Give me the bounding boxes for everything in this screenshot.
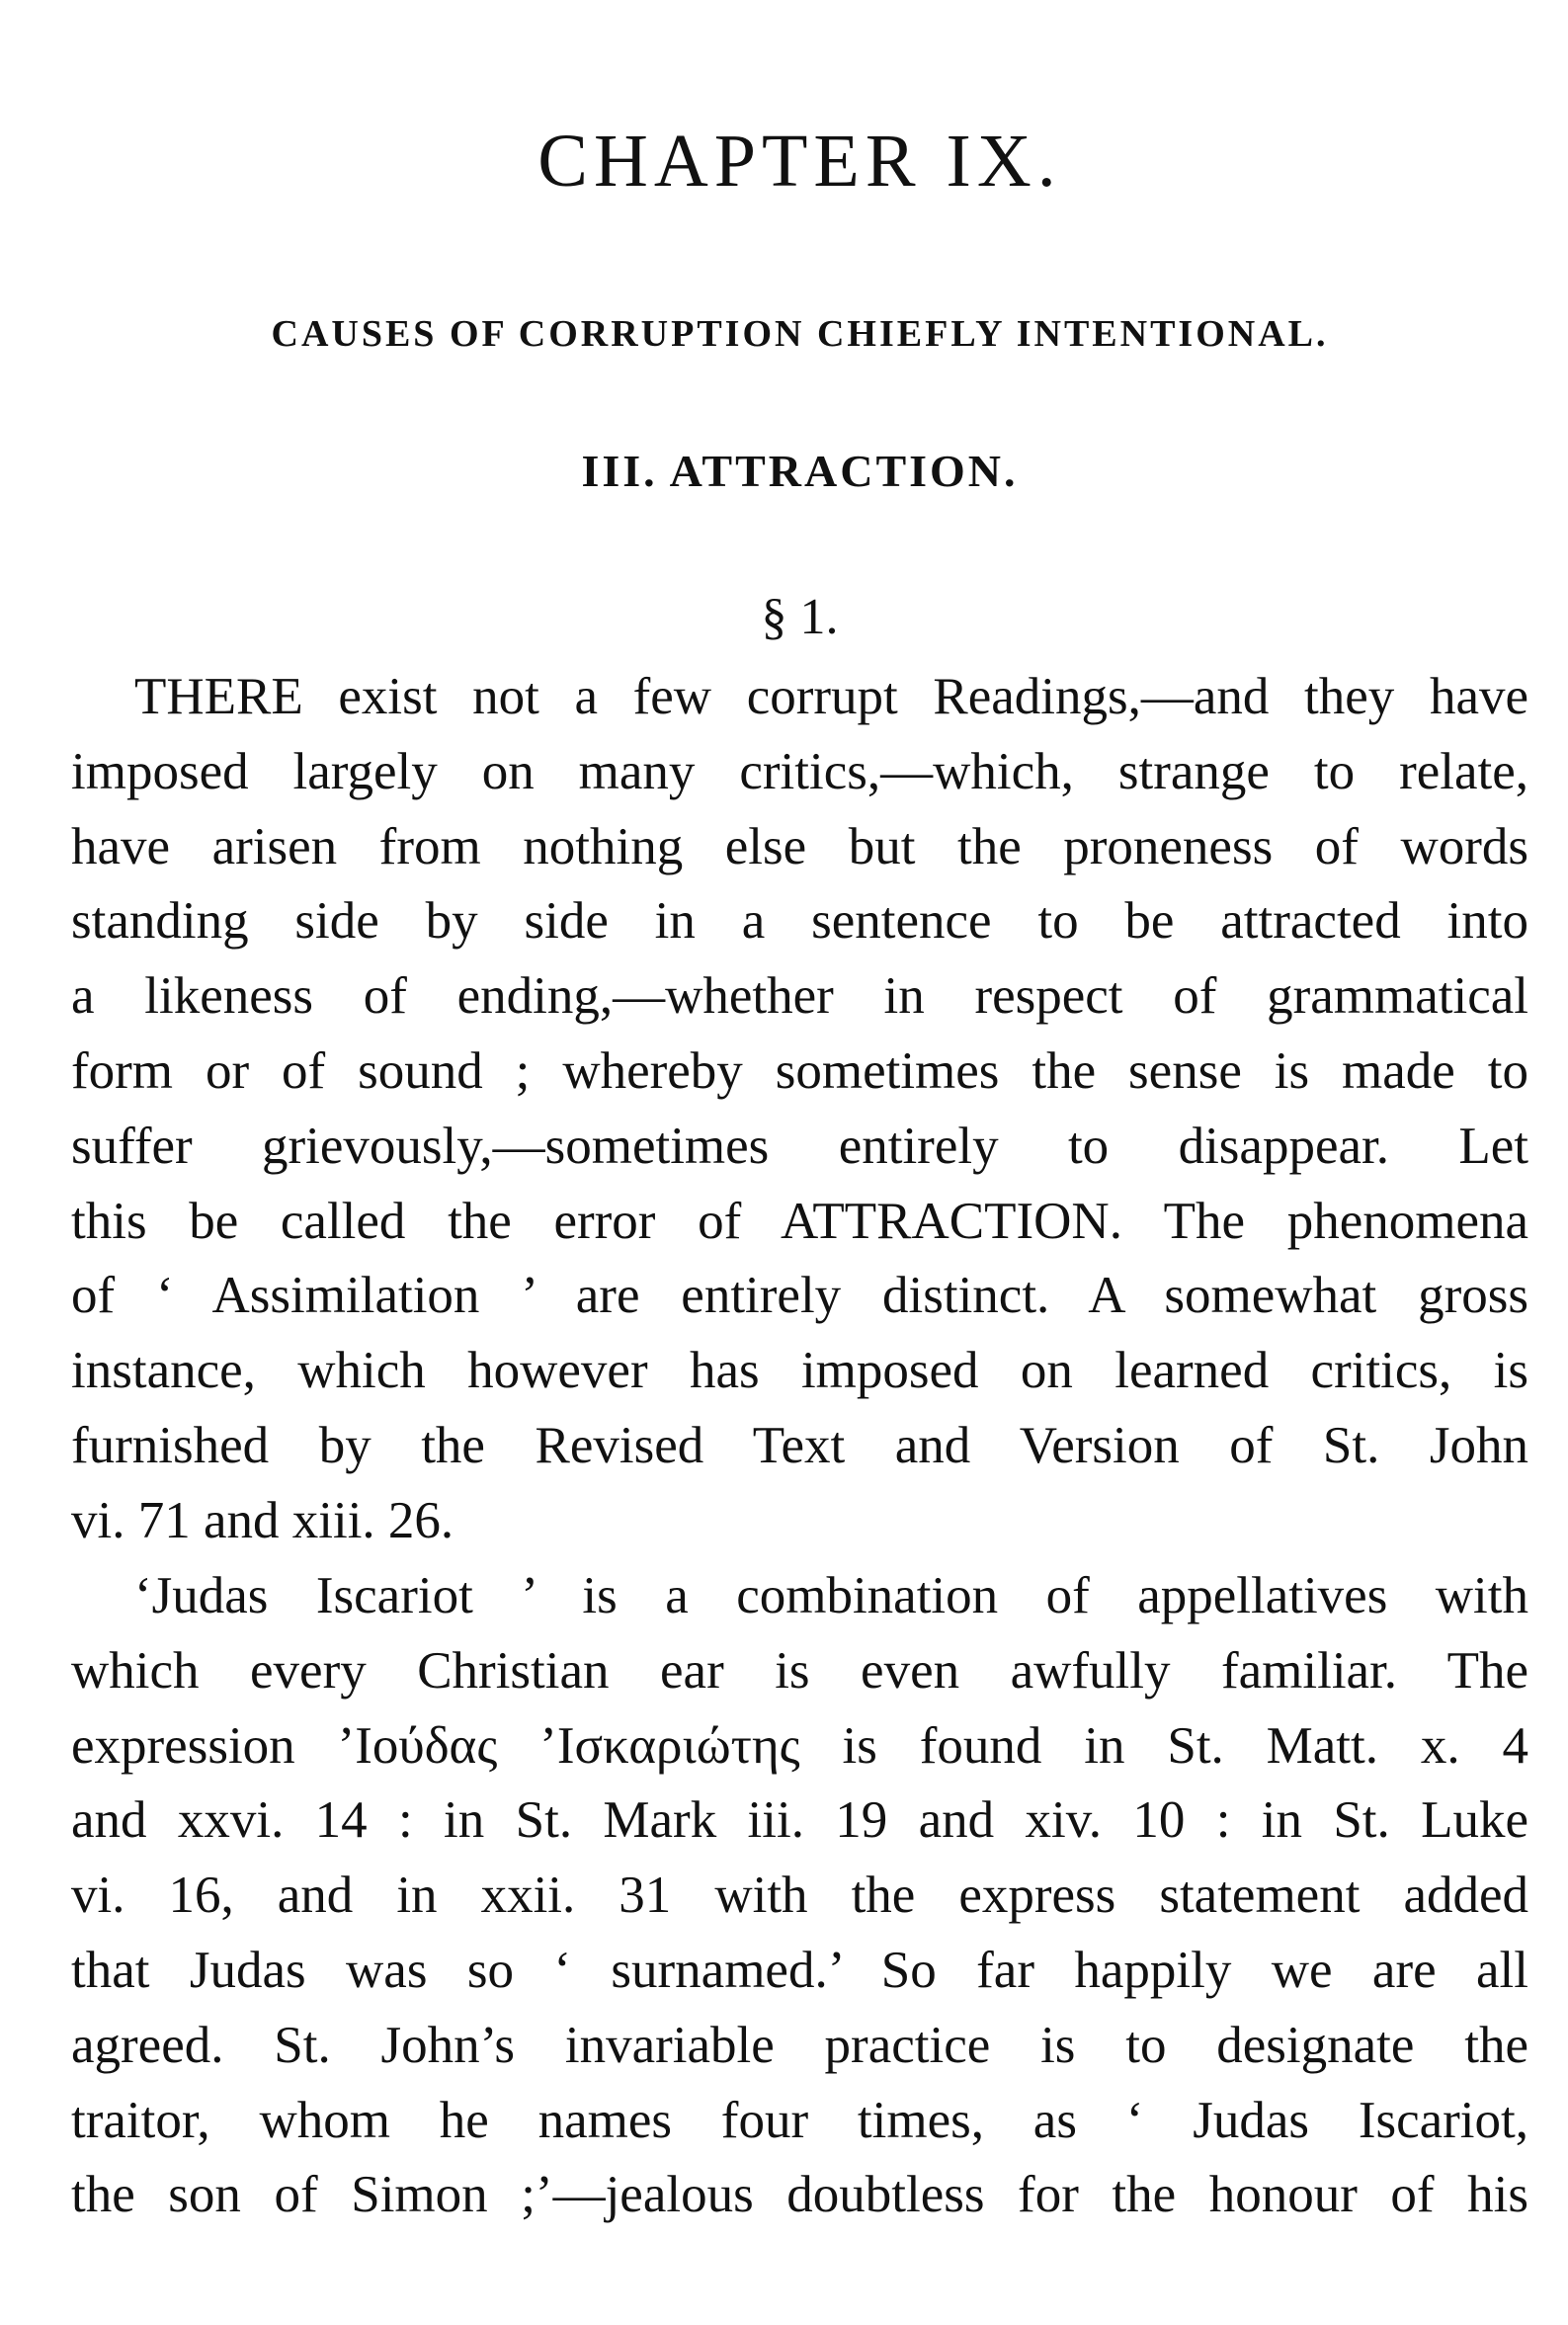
text-line: and xxvi. 14 : in St. Mark iii. 19 and xiv. 10 : in St. Luke (71, 1791, 1528, 1850)
text-line: imposed largely on many critics,—which, strange to relate, (71, 742, 1528, 800)
paragraph-1 (71, 660, 1528, 1559)
text-line: vi. 16, and in xxii. 31 with the express statement added (71, 1867, 1528, 1925)
section-heading (71, 445, 1528, 497)
text-line: this be called the error of ATTRACTION. The phenomena (71, 1192, 1528, 1250)
text-line: furnished by the Revised Text and Version of St. John (71, 1416, 1528, 1474)
text-line: vi. 71 and xiii. 26. (71, 1491, 454, 1549)
text-line: standing side by side in a sentence to be attracted into (71, 892, 1528, 951)
section-heading-text: III. ATTRACTION. (581, 446, 1019, 496)
text-line: agreed. St. John’s invariable practice is to designate the (71, 2016, 1528, 2074)
text-line: of ‘ Assimilation ’ are entirely distinct. A somewhat gross (71, 1267, 1528, 1325)
book-page (71, 0, 1528, 2325)
text-line: the son of Simon ;’—jealous doubtless for the honour of his (71, 2166, 1528, 2224)
text-line: a likeness of ending,—whether in respect of grammatical (71, 967, 1528, 1026)
chapter-subtitle: CAUSES OF CORRUPTION CHIEFLY INTENTIONAL. (271, 313, 1329, 355)
chapter-title: CHAPTER IX. (537, 120, 1062, 203)
text-line: have arisen from nothing else but the proneness of words (71, 817, 1528, 875)
text-line: THERE exist not a few corrupt Readings,—and they have (134, 668, 1528, 725)
text-line: that Judas was so ‘ surnamed.’ So far happily we are all (71, 1941, 1528, 1999)
text-line: ‘Judas Iscariot ’ is a combination of appellatives with (134, 1567, 1528, 1624)
section-mark: § 1. (761, 589, 839, 645)
text-line: form or of sound ; whereby sometimes the sense is made to (71, 1041, 1528, 1100)
paragraph-2 (71, 1559, 1528, 2233)
text-line: which every Christian ear is even awfully familiar. The (71, 1641, 1528, 1700)
text-line: traitor, whom he names four times, as ‘ Judas Iscariot, (71, 2091, 1528, 2149)
text-line: suffer grievously,—sometimes entirely to disappear. Let (71, 1117, 1528, 1175)
text-line: expression ’Ιούδας ’Ισκαριώτης is found in St. Matt. x. 4 (71, 1716, 1528, 1775)
text-line: instance, which however has imposed on learned critics, is (71, 1342, 1528, 1400)
